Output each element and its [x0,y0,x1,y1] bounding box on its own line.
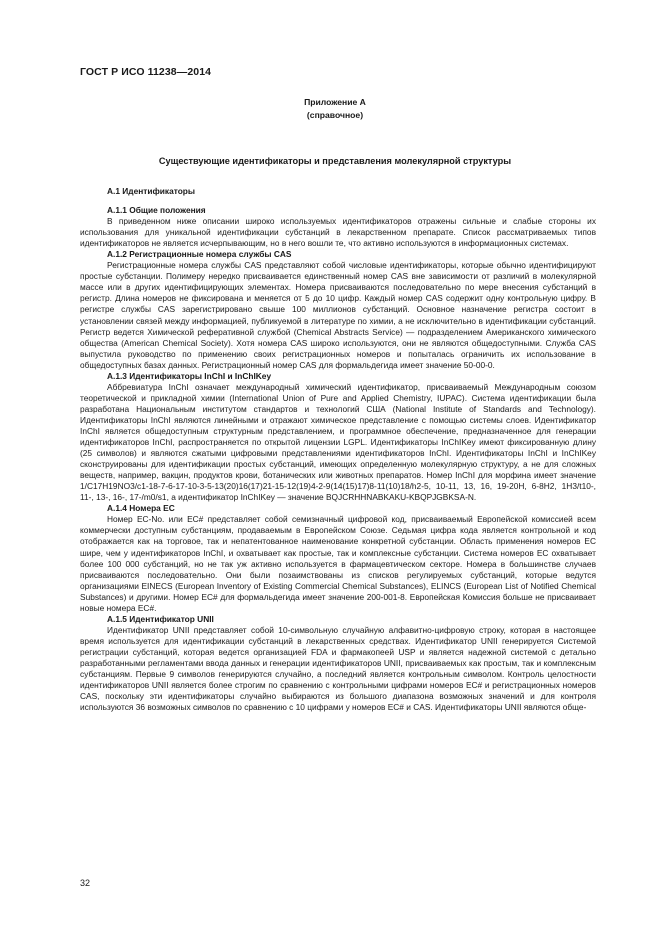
annex-title: Приложение А [304,97,366,107]
section-text-a14: Номер EC-No. или EC# представляет собой семизначный цифровой код, присваиваемый Европейской комиссией всем коммерчески доступным субстанциям, продаваемым в Европейском Союзе. Седьмая цифра кода является контрольной и код отображается как на торговое, так и непатентованное наименование конкретной субстанции. Область применения номеров ЕС шире, чем у идентификаторов InChI, и охватывает как простые, так и комплексные субстанции. Система номеров ЕС охватывает более 100 000 субстанций, но не так уж активно используется в фармацевтическом секторе. Номера в большинстве случаев присваиваются последовательно. Они были позаимствованы из списков регулируемых субстанций, которые ведутся организациями EINECS (European Inventory of Existing Commercial Chemical Substances), ELINCS (European List of Notified Chemical Substances) и другими. Номер ЕС# для формальдегида имеет значение 200-001-8. Европейская Комиссия больше не присваивает новые номера ЕС#. [80,514,596,613]
section-heading-a11: А.1.1 Общие положения [107,205,206,216]
section-text-a15: Идентификатор UNII представляет собой 10-символьную случайную алфавитно-цифровую строку, которая в настоящее время используется для идентификации субстанций в лекарственных средствах. Идентификатор UNII генерируется Системой регистрации субстанций, которая ведется организацией FDA и фармакопеей USP и является надежной системой с детально разработанными регламентами ввода данных и генерации идентификаторов UNII, присваиваемых как простым, так и комплексным субстанциям. Первые 9 символов генерируются случайно, а последний является контрольным символом. Контроль целостности идентификаторов UNII является более строгим по сравнению с контрольными цифрами номеров ЕС# и регистрационных номеров CAS, поскольку эти идентификаторы случайно выбираются из большого диапазона возможных значений и для контроля используются 36 возможных символов по сравнению с 10 цифрами у номеров ЕС# и CAS. Идентификаторы UNII являются обще- [80,624,596,713]
section-text-a13: Аббревиатура InChI означает международный химический идентификатор, присваиваемый Международным союзом теоретической и прикладной химии (International Union of Pure and Applied Chemistry, IUPAC). Система идентификации была разработана Национальным институтом стандартов и технологий США (National Institute of Standards and Technology). Идентификаторы InChI являются линейными и отражают химическое представление с помощью системы слоев. Идентификатор InChI является общедоступным структурным представлением, и программное обеспечение, предназначенное для генерации идентификаторов InChI, распространяется по открытой лицензии LGPL. Идентификаторы InChIKey имеют фиксированную длину (25 символов) и являются сжатыми цифровыми представлениями идентификаторов InChI. Идентификаторы InChI и InChIKey сконструированы для идентификации простых субстанций, имеющих определенную молекулярную структуру, а не для сложных веществ, например, вакцин, продуктов крови, ботанических или животных препаратов. Номер InChI для морфина имеет значение 1/C17H19NO3/c1-18-7-6-17-10-3-5-13(20)16(17)21-15-12(19)4-2-9(14(15)17)8-11(10)18/h2-5, 10-11, 13, 16, 19-20H, 6-8H2, 1H3/t10-, 11-, 13-, 16-, 17-/m0/s1, а идентификатор InChIKey — значение BQJCRHHNABKAKU-KBQPJGBKSA-N. [80,381,596,503]
section-heading-a12: А.1.2 Регистрационные номера службы CAS [107,249,292,260]
page-number: 32 [80,878,91,888]
annex-subtitle: (справочное) [306,110,364,120]
section-text-a11: В приведенном ниже описании широко используемых идентификаторов отражены сильные и слабые стороны их использования для уникальной идентификации субстанций в лекарственном препарате. Список рассматриваемых типов идентификаторов не является исчерпывающим, но в него вошли те, что активно используются в информационных системах. [80,216,596,249]
document-code: ГОСТ Р ИСО 11238—2014 [80,66,212,78]
document-body [80,186,596,713]
section-text-a12: Регистрационные номера службы CAS представляют собой числовые идентификаторы, которые обычно идентифицируют простые субстанции. Полимеру нередко присваивается единственный номер CAS вне зависимости от различий в молекулярной массе или в других идентифицирующих элементах. Номера присваиваются последовательно по мере внесения субстанций в регистр. Длина номеров не фиксирована и меняется от 5 до 10 цифр. Каждый номер CAS содержит одну контрольную цифру. В регистре службы CAS зарегистрировано свыше 100 миллионов субстанций. Основное назначение регистра состоит в установлении связей между информацией, публикуемой в литературе по химии, а не исключительно в идентификации субстанций. Регистр ведется Химической реферативной службой (Chemical Abstracts Service) — подразделением Американского химического общества (American Chemical Society). Хотя номера CAS широко используются, они не являются общедоступными. Служба CAS выпустила руководство по применению своих регистрационных номеров и попыталась ограничить их использование в общедоступных базах данных. Регистрационный номер CAS для формальдегида имеет значение 50-00-0. [80,260,596,370]
section-heading-a15: А.1.5 Идентификатор UNII [107,613,214,624]
section-heading-a14: А.1.4 Номера ЕС [107,503,175,514]
annex-block [80,96,590,122]
section-heading-a13: А.1.3 Идентификаторы InChI и InChIKey [107,370,272,381]
section-heading-a1: А.1 Идентификаторы [107,186,196,196]
main-title: Существующие идентификаторы и представления молекулярной структуры [158,156,512,166]
